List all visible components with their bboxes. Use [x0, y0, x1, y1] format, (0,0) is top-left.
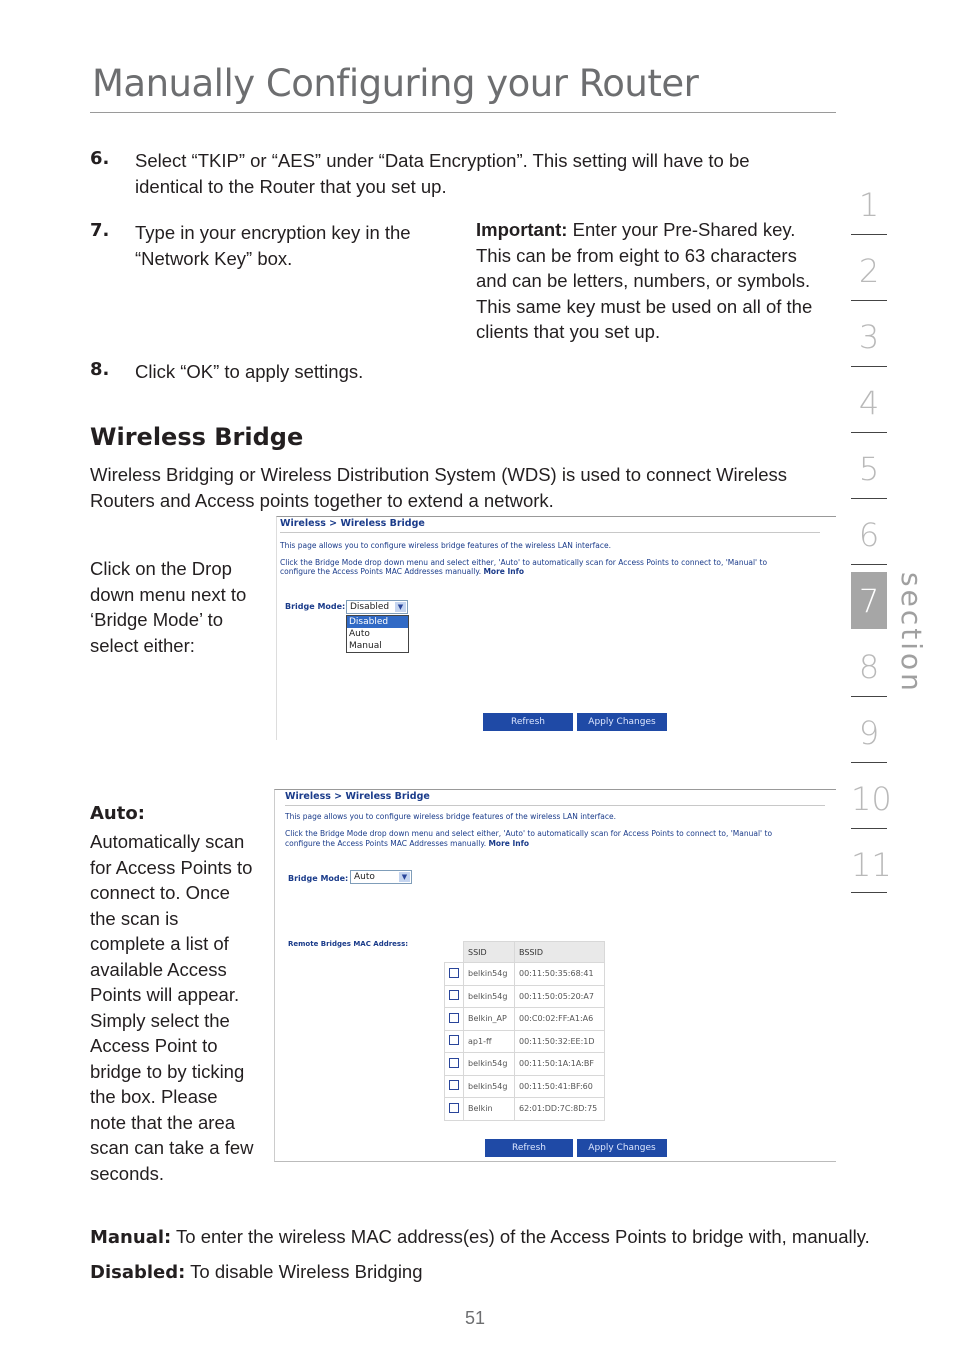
section-9: 9	[858, 714, 880, 752]
page-title: Manually Configuring your Router	[92, 62, 699, 105]
section-3: 3	[858, 318, 880, 356]
title-divider	[90, 112, 836, 113]
manual-label: Manual:	[90, 1227, 172, 1248]
page-description: This page allows you to configure wireless bridge features of the wireless LAN interface.	[285, 812, 617, 821]
auto-label: Auto:	[90, 803, 145, 824]
option-disabled[interactable]: Disabled	[347, 616, 408, 628]
auto-description: Automatically scan for Access Points to connect to. Once the scan is complete a list of available Access Points will appear. Simply select the Access Point to bridge to by ticking the box. Please note that the area scan can take a few seconds.	[90, 831, 254, 1184]
bridge-checkbox[interactable]	[449, 968, 459, 978]
section-10: 10	[851, 780, 892, 818]
bssid-cell: 00:11:50:41:BF:60	[515, 1075, 605, 1098]
bridge-settings-screenshot-auto	[274, 789, 836, 1162]
section-2: 2	[858, 252, 880, 290]
bridge-mode-value: Disabled	[350, 602, 390, 612]
bridge-checkbox[interactable]	[449, 1103, 459, 1113]
manual-text: To enter the wireless MAC address(es) of the Access Points to bridge with, manually.	[171, 1226, 870, 1247]
chevron-down-icon: ▼	[399, 872, 410, 882]
section-label: section	[895, 572, 928, 694]
bssid-cell: 62:01:DD:7C:8D:75	[515, 1098, 605, 1121]
apply-changes-button[interactable]: Apply Changes	[577, 713, 667, 731]
table-row	[445, 985, 605, 1008]
table-row	[445, 1008, 605, 1031]
refresh-button[interactable]: Refresh	[483, 713, 573, 731]
section-8: 8	[858, 648, 880, 686]
remote-bridges-label: Remote Bridges MAC Address:	[288, 940, 409, 948]
disabled-description	[90, 1259, 790, 1286]
chevron-down-icon: ▼	[395, 602, 406, 612]
bridge-checkbox[interactable]	[449, 990, 459, 1000]
bridge-checkbox[interactable]	[449, 1035, 459, 1045]
step-6-text: Select “TKIP” or “AES” under “Data Encryption”. This setting will have to be identical to the Router that you set up.	[135, 150, 750, 197]
option-manual[interactable]: Manual	[349, 641, 382, 651]
step-8-text: Click “OK” to apply settings.	[135, 361, 364, 382]
disabled-label: Disabled:	[90, 1262, 186, 1283]
table-header-row	[445, 942, 605, 963]
bridge-checkbox[interactable]	[449, 1058, 459, 1068]
help-text-line2: configure the Access Points MAC Addresses manually. More Info	[280, 567, 525, 576]
table-row	[445, 1075, 605, 1098]
bridge-mode-value: Auto	[354, 872, 375, 882]
column-header-ssid: SSID	[464, 942, 515, 963]
ssid-cell: belkin54g	[464, 985, 515, 1008]
manual-description	[90, 1224, 890, 1251]
section-heading: Wireless Bridge	[90, 423, 304, 451]
breadcrumb: Wireless > Wireless Bridge	[285, 791, 430, 802]
page-number: 51	[464, 1308, 486, 1328]
bssid-cell: 00:11:50:32:EE:1D	[515, 1030, 605, 1053]
column-header-bssid: BSSID	[515, 942, 605, 963]
bssid-cell: 00:11:50:05:20:A7	[515, 985, 605, 1008]
bridge-settings-screenshot-disabled	[276, 516, 836, 740]
step-7-number: 7.	[90, 220, 110, 241]
step-8-number: 8.	[90, 359, 110, 380]
bridge-mode-select[interactable]	[346, 600, 408, 614]
important-label: Important:	[476, 219, 568, 240]
ssid-cell: belkin54g	[464, 1075, 515, 1098]
section-6: 6	[858, 516, 880, 554]
remote-bridges-table	[444, 941, 605, 1121]
dropdown-note: Click on the Drop down menu next to ‘Bridge Mode’ to select either:	[90, 558, 247, 656]
table-row	[445, 963, 605, 986]
section-7: 7	[858, 582, 880, 620]
bridge-checkbox[interactable]	[449, 1080, 459, 1090]
more-info-link[interactable]: More Info	[488, 839, 530, 848]
important-text: Enter your Pre-Shared key. This can be from eight to 63 characters and can be letters, numbers, or symbols. This same key must be used on all of the clients that you set up.	[476, 219, 813, 342]
table-row	[445, 1098, 605, 1121]
refresh-button[interactable]: Refresh	[485, 1139, 573, 1157]
table-row	[445, 1030, 605, 1053]
section-1: 1	[858, 186, 880, 224]
bssid-cell: 00:C0:02:FF:A1:A6	[515, 1008, 605, 1031]
step-6-number: 6.	[90, 148, 110, 169]
ssid-cell: Belkin	[464, 1098, 515, 1121]
bridge-mode-dropdown-list	[346, 615, 409, 653]
section-5: 5	[858, 450, 880, 488]
bridge-mode-label: Bridge Mode:	[288, 874, 349, 883]
disabled-text: To disable Wireless Bridging	[185, 1261, 423, 1282]
apply-changes-button[interactable]: Apply Changes	[577, 1139, 667, 1157]
help-text-line2: configure the Access Points MAC Addresses manually. More Info	[285, 839, 530, 848]
bssid-cell: 00:11:50:35:68:41	[515, 963, 605, 986]
page-description: This page allows you to configure wireless bridge features of the wireless LAN interface.	[280, 541, 612, 550]
section-11: 11	[851, 846, 892, 884]
bridge-checkbox[interactable]	[449, 1013, 459, 1023]
section-4: 4	[858, 384, 880, 422]
table-row	[445, 1053, 605, 1076]
important-note	[476, 217, 826, 345]
ssid-cell: ap1-ff	[464, 1030, 515, 1053]
ssid-cell: Belkin_AP	[464, 1008, 515, 1031]
wireless-bridge-intro: Wireless Bridging or Wireless Distribution System (WDS) is used to connect Wireless Routers and Access points together to extend a network.	[90, 464, 788, 511]
more-info-link[interactable]: More Info	[483, 567, 525, 576]
help-text-line1: Click the Bridge Mode drop down menu and select either, 'Auto' to automatically scan for Access Points to connect to, 'Manual' to	[285, 829, 773, 838]
option-auto[interactable]: Auto	[349, 629, 370, 639]
ssid-cell: belkin54g	[464, 1053, 515, 1076]
bssid-cell: 00:11:50:1A:1A:BF	[515, 1053, 605, 1076]
bridge-mode-select[interactable]	[350, 870, 412, 884]
breadcrumb: Wireless > Wireless Bridge	[280, 518, 425, 529]
step-7-text: Type in your encryption key in the “Network Key” box.	[135, 222, 411, 269]
help-text-line1: Click the Bridge Mode drop down menu and select either, 'Auto' to automatically scan for Access Points to connect to, 'Manual' to	[280, 558, 768, 567]
bridge-mode-label: Bridge Mode:	[285, 602, 346, 611]
ssid-cell: belkin54g	[464, 963, 515, 986]
